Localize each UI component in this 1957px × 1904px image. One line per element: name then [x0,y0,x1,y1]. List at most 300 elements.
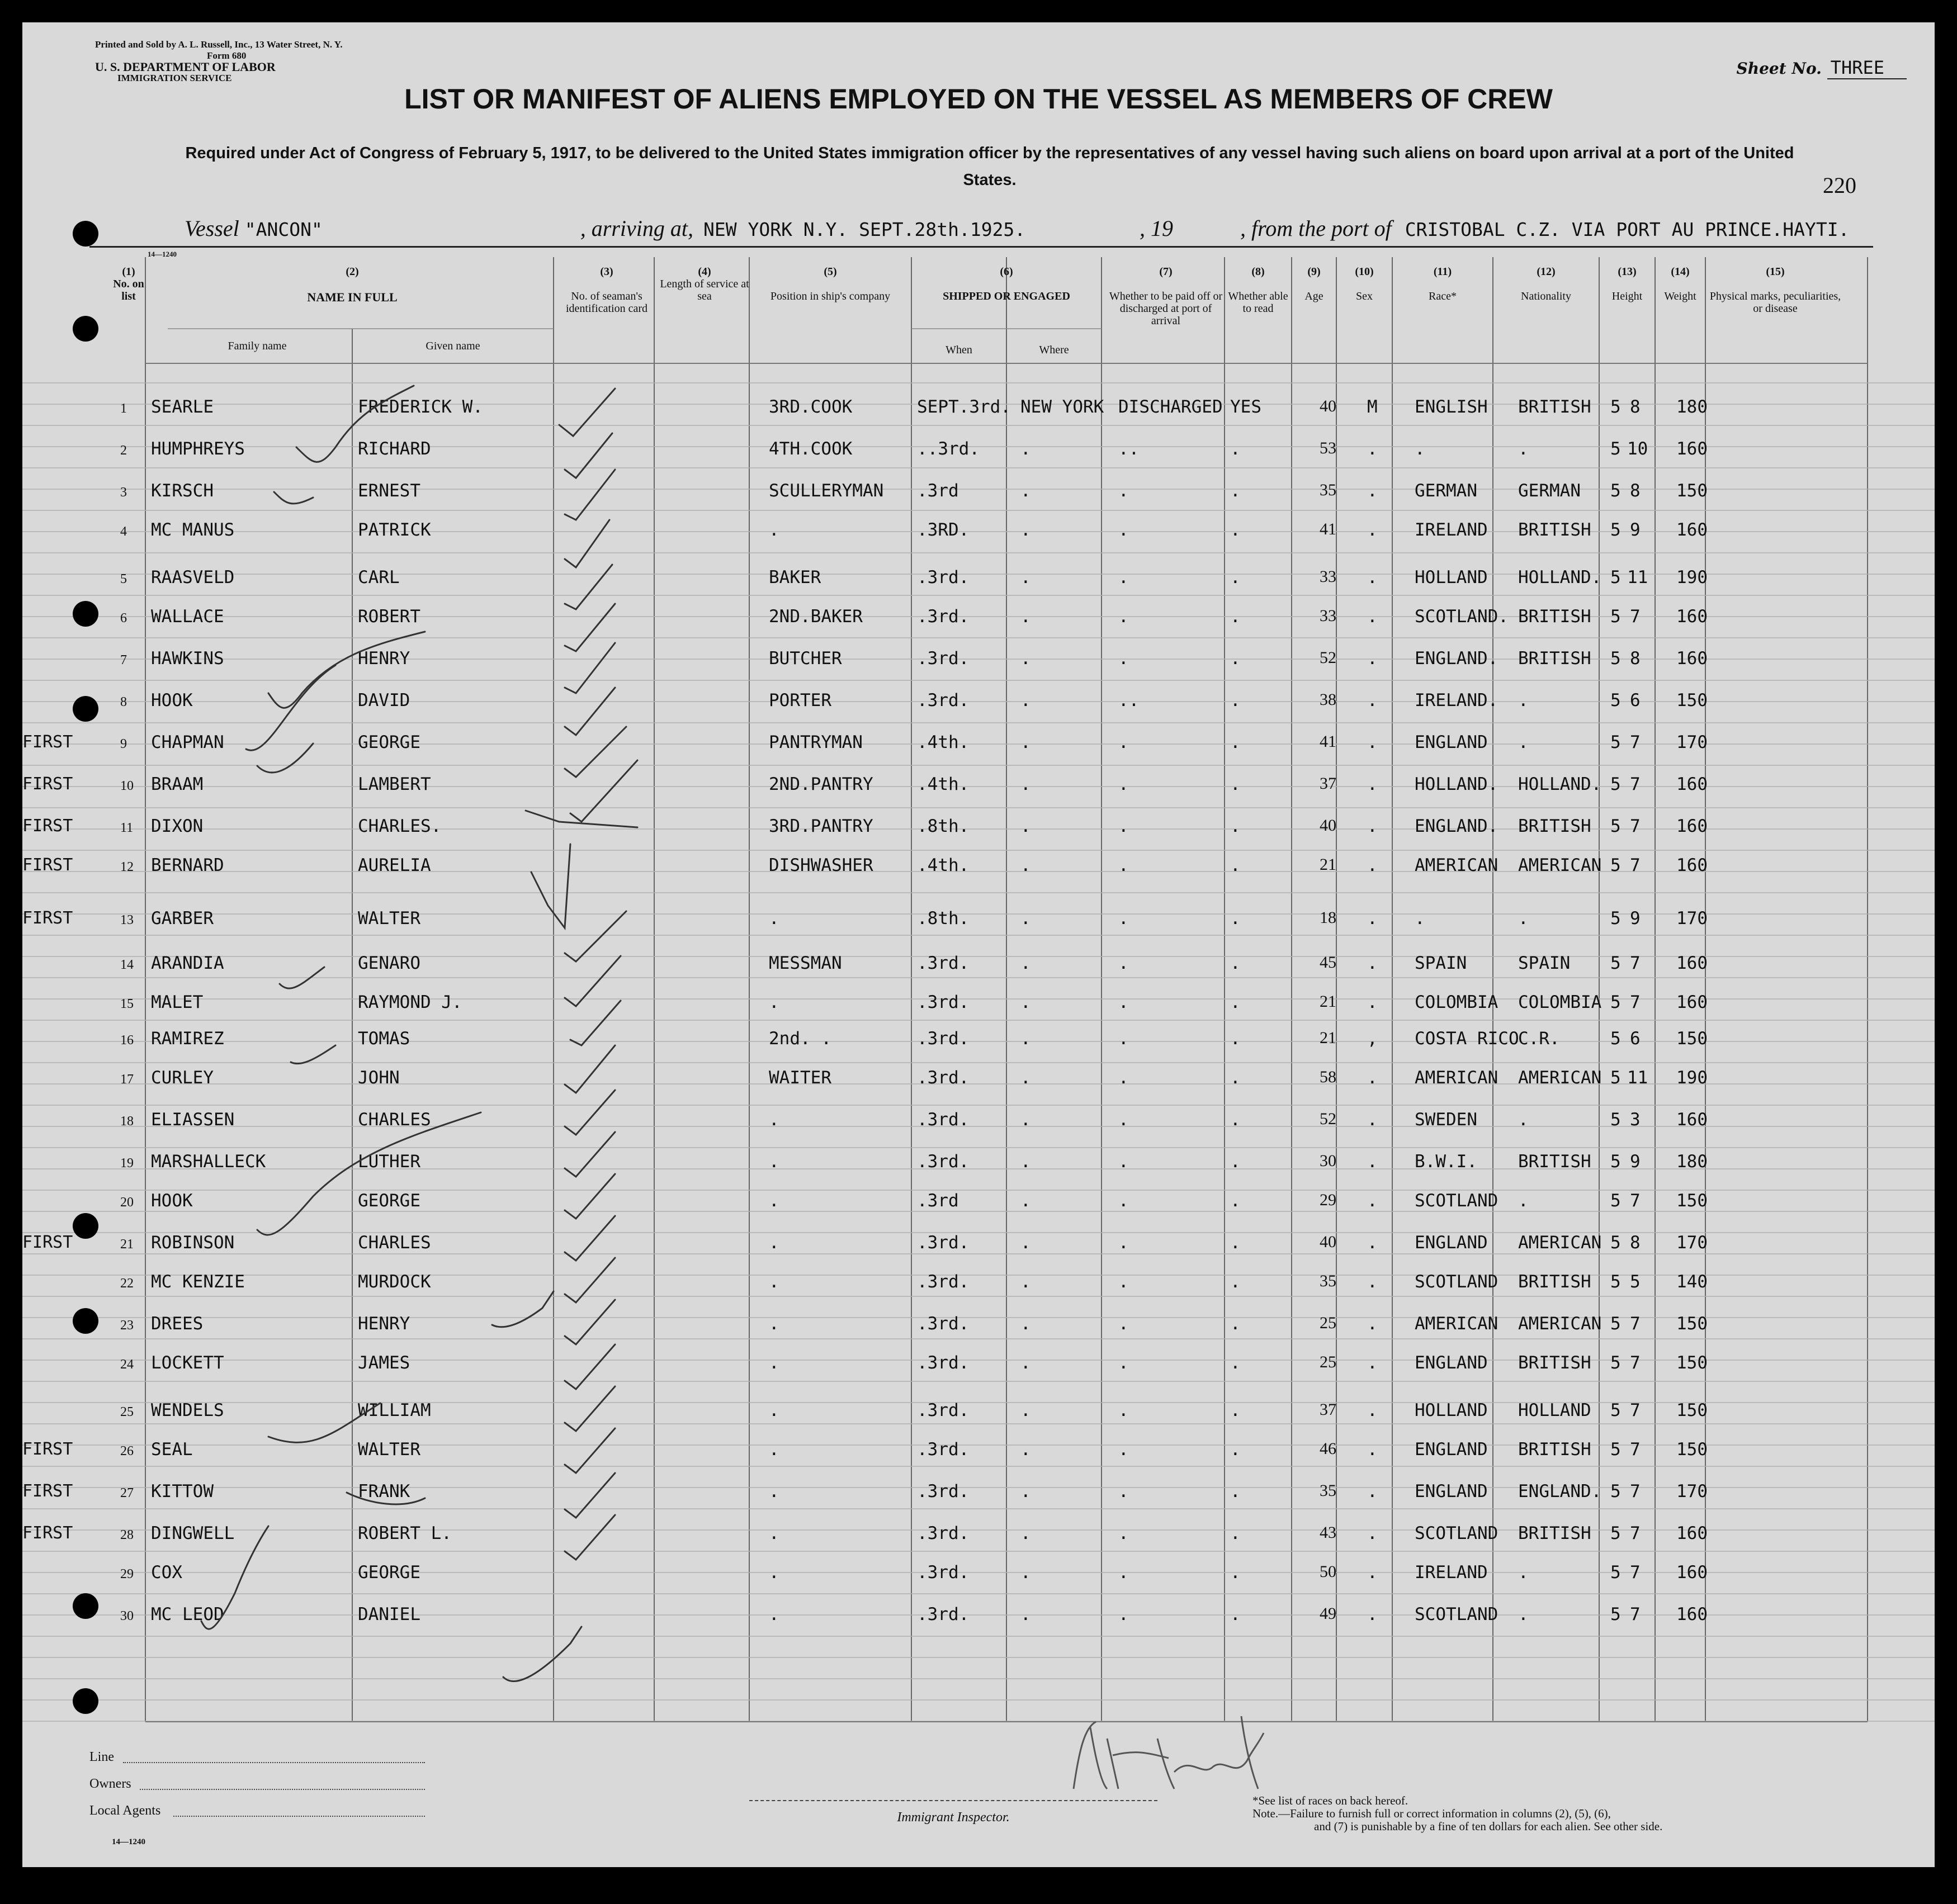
paid-off: DISCHARGED [1118,397,1223,417]
shipped-when: .8th. [917,816,970,836]
age: 40 [1320,1233,1336,1251]
paid-off: . [1118,1152,1129,1172]
age: 18 [1320,908,1336,927]
margin-note: FIRST [22,1481,73,1501]
margin-note: FIRST [22,774,73,794]
position: . [769,1272,779,1292]
from-value: CRISTOBAL C.Z. VIA PORT AU PRINCE.HAYTI. [1405,219,1850,240]
shipped-when: .3rd. [917,992,970,1012]
age: 40 [1320,397,1336,415]
family-name: DINGWELL [151,1523,235,1543]
weight: 150 [1676,1191,1708,1211]
given-name: FRANK [358,1481,410,1502]
nationality: . [1518,1110,1529,1130]
height-inches: 10 [1627,439,1648,459]
paid-off: . [1118,1481,1129,1502]
race: SCOTLAND. [1415,607,1509,627]
family-name: KIRSCH [151,481,214,501]
height-feet: 5 [1610,1562,1621,1583]
sex: . [1367,1353,1378,1373]
height-feet: 5 [1610,1068,1621,1088]
margin-note: FIRST [22,1233,73,1252]
weight: 150 [1676,481,1708,501]
shipped-where: . [1020,732,1031,752]
weight: 160 [1676,439,1708,459]
shipped-when: .3rd. [917,1523,970,1543]
race: ENGLAND. [1415,648,1499,669]
vessel-label: Vessel [185,216,239,241]
nationality: AMERICAN [1518,1233,1602,1253]
family-name: MARSHALLECK [151,1152,266,1172]
row-number: 18 [120,1114,134,1129]
paid-off: . [1118,1562,1129,1583]
race: B.W.I. [1415,1152,1477,1172]
given-name: WALTER [358,1439,420,1460]
paid-off: . [1118,1233,1129,1253]
shipped-where: . [1020,1604,1031,1624]
shipped-when: .3rd [917,481,959,501]
nationality: ENGLAND. [1518,1481,1602,1502]
nationality: . [1518,690,1529,711]
age: 45 [1320,953,1336,972]
position: 4TH.COOK [769,439,853,459]
sex: . [1367,1314,1378,1334]
shipped-where: . [1020,1481,1031,1502]
race: AMERICAN [1415,1068,1499,1088]
col5-number: (5) [824,266,837,278]
row-number: 4 [120,524,127,539]
age: 33 [1320,607,1336,625]
col11-number: (11) [1433,266,1452,278]
position: 2ND.PANTRY [769,774,873,794]
paid-off: . [1118,1523,1129,1543]
given-name: DAVID [358,690,410,711]
nationality: BRITISH [1518,1439,1591,1460]
given-name: CHARLES [358,1233,431,1253]
col7-number: (7) [1159,266,1173,278]
race: ENGLAND [1415,732,1488,752]
nationality: . [1518,1604,1529,1624]
race: ENGLAND [1415,1233,1488,1253]
given-name: FREDERICK W. [358,397,483,417]
sheet-label: Sheet No. [1736,59,1822,78]
height-feet: 5 [1610,855,1621,875]
family-name: CURLEY [151,1068,214,1088]
age: 35 [1320,1481,1336,1500]
family-name: KITTOW [151,1481,214,1502]
able-to-read: . [1230,908,1241,929]
row-number: 11 [120,821,134,835]
row-number: 25 [120,1405,134,1419]
page-number: 220 [1823,173,1856,198]
nationality: BRITISH [1518,397,1591,417]
weight: 170 [1676,732,1708,752]
row-number: 19 [120,1156,134,1171]
line-label: Line [89,1750,114,1764]
row-number: 16 [120,1033,134,1048]
margin-note: FIRST [22,855,73,875]
document-title: LIST OR MANIFEST OF ALIENS EMPLOYED ON THE VESSEL AS MEMBERS OF CREW [404,83,1553,115]
nationality: AMERICAN [1518,855,1602,875]
given-name: GENARO [358,953,420,973]
height-inches: 7 [1630,816,1641,836]
height-feet: 5 [1610,567,1621,588]
row-number: 1 [120,401,127,416]
binder-hole [73,316,98,342]
position: . [769,1314,779,1334]
col6b-header: Where [1039,344,1069,356]
family-name: ELIASSEN [151,1110,235,1130]
margin-note: FIRST [22,908,73,928]
able-to-read: . [1230,1068,1241,1088]
age: 21 [1320,855,1336,874]
row-number: 30 [120,1609,134,1623]
shipped-where: . [1020,520,1031,540]
race: ENGLAND [1415,1353,1488,1373]
paid-off: . [1118,567,1129,588]
row-number: 21 [120,1237,134,1252]
paid-off: . [1118,816,1129,836]
height-feet: 5 [1610,953,1621,973]
shipped-where: . [1020,774,1031,794]
shipped-when: ..3rd. [917,439,980,459]
shipped-when: .3rd. [917,1481,970,1502]
weight: 170 [1676,1481,1708,1502]
shipped-when: .3rd. [917,1110,970,1130]
family-name: HOOK [151,690,193,711]
nationality: BRITISH [1518,816,1591,836]
height-inches: 8 [1630,648,1641,669]
given-name: ERNEST [358,481,420,501]
able-to-read: . [1230,1314,1241,1334]
family-name: HUMPHREYS [151,439,245,459]
sex: . [1367,690,1378,711]
height-feet: 5 [1610,1272,1621,1292]
row-number: 17 [120,1072,134,1087]
binder-hole [73,1593,98,1619]
weight: 160 [1676,1562,1708,1583]
age: 52 [1320,1110,1336,1128]
given-name: DANIEL [358,1604,420,1624]
owners-label: Owners [89,1777,131,1791]
family-name: LOCKETT [151,1353,224,1373]
age: 41 [1320,732,1336,751]
shipped-when: .3rd. [917,1562,970,1583]
nationality: . [1518,1562,1529,1583]
weight: 170 [1676,908,1708,929]
height-feet: 5 [1610,1400,1621,1420]
col4-number: (4) [698,266,711,278]
nationality: COLOMBIA [1518,992,1602,1012]
nationality: . [1518,439,1529,459]
age: 30 [1320,1152,1336,1170]
col6-header: SHIPPED OR ENGAGED [943,290,1070,302]
given-name: RICHARD [358,439,431,459]
height-inches: 3 [1630,1110,1641,1130]
weight: 160 [1676,607,1708,627]
shipped-where: . [1020,1191,1031,1211]
nationality: BRITISH [1518,1272,1591,1292]
paid-off: . [1118,855,1129,875]
height-feet: 5 [1610,520,1621,540]
height-feet: 5 [1610,1439,1621,1460]
race: SWEDEN [1415,1110,1477,1130]
age: 52 [1320,648,1336,667]
race: IRELAND [1415,520,1488,540]
able-to-read: . [1230,1604,1241,1624]
sex: . [1367,648,1378,669]
height-inches: 7 [1630,1562,1641,1583]
sex: . [1367,520,1378,540]
height-feet: 5 [1610,1523,1621,1543]
col14-header: Weight [1664,290,1696,302]
position: . [769,1523,779,1543]
height-feet: 5 [1610,816,1621,836]
height-inches: 7 [1630,732,1641,752]
position: WAITER [769,1068,831,1088]
weight: 190 [1676,567,1708,588]
row-number: 2 [120,443,127,458]
sex: . [1367,774,1378,794]
weight: 180 [1676,397,1708,417]
able-to-read: . [1230,1353,1241,1373]
age: 21 [1320,1029,1336,1047]
col2a-header: Family name [228,340,287,352]
weight: 170 [1676,1233,1708,1253]
able-to-read: . [1230,774,1241,794]
col11-header: Race* [1429,290,1457,302]
position: 2nd. . [769,1029,831,1049]
position: . [769,1400,779,1420]
shipped-when: .3rd. [917,953,970,973]
height-inches: 9 [1630,908,1641,929]
binder-hole [73,221,98,247]
shipped-where: . [1020,1400,1031,1420]
shipped-when: .3rd. [917,1353,970,1373]
nationality: BRITISH [1518,520,1591,540]
weight: 150 [1676,1353,1708,1373]
sex: . [1367,992,1378,1012]
race: . [1415,439,1425,459]
col9-number: (9) [1307,266,1321,278]
race: ENGLISH [1415,397,1488,417]
manifest-sheet [22,22,1935,1867]
position: . [769,520,779,540]
height-feet: 5 [1610,732,1621,752]
nationality: . [1518,1191,1529,1211]
height-inches: 7 [1630,607,1641,627]
race: SCOTLAND [1415,1272,1499,1292]
age: 29 [1320,1191,1336,1209]
height-feet: 5 [1610,1481,1621,1502]
binder-hole [73,1688,98,1714]
height-feet: 5 [1610,481,1621,501]
paid-off: . [1118,992,1129,1012]
race: SCOTLAND [1415,1604,1499,1624]
margin-note: FIRST [22,1523,73,1543]
able-to-read: YES [1230,397,1261,417]
line-field [123,1762,425,1763]
shipped-when: .4th. [917,855,970,875]
age: 43 [1320,1523,1336,1542]
nationality: C.R. [1518,1029,1560,1049]
height-inches: 11 [1627,1068,1648,1088]
sex: . [1367,1562,1378,1583]
shipped-where: . [1020,1233,1031,1253]
shipped-where: . [1020,855,1031,875]
shipped-when: .3RD. [917,520,970,540]
given-name: CARL [358,567,400,588]
age: 50 [1320,1562,1336,1581]
weight: 160 [1676,648,1708,669]
paid-off: . [1118,1604,1129,1624]
height-inches: 9 [1630,520,1641,540]
weight: 160 [1676,520,1708,540]
col9-header: Age [1304,290,1323,302]
given-name: AURELIA [358,855,431,875]
form-code-bottom: 14—1240 [112,1837,145,1846]
paid-off: . [1118,953,1129,973]
family-name: SEAL [151,1439,193,1460]
given-name: HENRY [358,1314,410,1334]
age: 35 [1320,481,1336,499]
row-number: 20 [120,1195,134,1210]
given-name: LAMBERT [358,774,431,794]
shipped-when: .3rd. [917,1068,970,1088]
sex: . [1367,607,1378,627]
given-name: CHARLES [358,1110,431,1130]
family-name: BERNARD [151,855,224,875]
inspector-signature [1057,1705,1292,1806]
paid-off: . [1118,520,1129,540]
position: . [769,1233,779,1253]
nationality: HOLLAND. [1518,774,1602,794]
printer-line: Printed and Sold by A. L. Russell, Inc., 13 Water Street, N. Y. [95,39,343,50]
nationality: HOLLAND [1518,1400,1591,1420]
given-name: JOHN [358,1068,400,1088]
given-name: ROBERT [358,607,420,627]
height-inches: 5 [1630,1272,1641,1292]
shipped-when: .3rd. [917,1314,970,1334]
given-name: MURDOCK [358,1272,431,1292]
col8-number: (8) [1251,266,1265,278]
given-name: GEORGE [358,732,420,752]
nationality: . [1518,908,1529,929]
able-to-read: . [1230,1110,1241,1130]
row-number: 6 [120,611,127,626]
race: HOLLAND. [1415,774,1499,794]
family-name: RAASVELD [151,567,235,588]
weight: 160 [1676,1604,1708,1624]
footnote-note: Note.—Failure to furnish full or correct information in columns (2), (5), (6), [1252,1807,1611,1820]
family-name: SEARLE [151,397,214,417]
row-number: 28 [120,1528,134,1542]
height-inches: 7 [1630,1481,1641,1502]
row-number: 13 [120,913,134,927]
age: 40 [1320,816,1336,835]
col1-number: (1) [122,266,135,278]
shipped-where: . [1020,567,1031,588]
height-feet: 5 [1610,992,1621,1012]
agents-label: Local Agents [89,1803,161,1818]
row-number: 10 [120,779,134,793]
weight: 160 [1676,1110,1708,1130]
position: . [769,1562,779,1583]
height-inches: 7 [1630,1523,1641,1543]
height-inches: 7 [1630,1604,1641,1624]
shipped-when: .4th. [917,732,970,752]
sex: M [1367,397,1378,417]
height-inches: 7 [1630,855,1641,875]
race: COLOMBIA [1415,992,1499,1012]
race: AMERICAN [1415,1314,1499,1334]
age: 25 [1320,1353,1336,1371]
sex: . [1367,732,1378,752]
nationality: BRITISH [1518,1152,1591,1172]
col15-number: (15) [1766,266,1785,278]
able-to-read: . [1230,1481,1241,1502]
height-feet: 5 [1610,397,1621,417]
family-name: MC KENZIE [151,1272,245,1292]
position: BAKER [769,567,821,588]
shipped-when: .3rd. [917,1233,970,1253]
arriving-label: , arriving at, [580,216,693,241]
able-to-read: . [1230,648,1241,669]
row-number: 8 [120,695,127,709]
weight: 160 [1676,992,1708,1012]
inspector-label: Immigrant Inspector. [897,1810,1010,1825]
height-inches: 7 [1630,774,1641,794]
position: . [769,992,779,1012]
family-name: MC LEOD [151,1604,224,1624]
position: 3RD.COOK [769,397,853,417]
nationality: BRITISH [1518,648,1591,669]
paid-off: . [1118,1029,1129,1049]
able-to-read: . [1230,816,1241,836]
col2-number: (2) [346,266,359,278]
height-feet: 5 [1610,607,1621,627]
row-number: 15 [120,997,134,1011]
nationality: SPAIN [1518,953,1571,973]
able-to-read: . [1230,1272,1241,1292]
paid-off: .. [1118,690,1140,711]
nationality: GERMAN [1518,481,1581,501]
height-feet: 5 [1610,908,1621,929]
position: . [769,1152,779,1172]
row-number: 5 [120,572,127,586]
family-name: WALLACE [151,607,224,627]
nationality: BRITISH [1518,1523,1591,1543]
footnote-fine: and (7) is punishable by a fine of ten dollars for each alien. See other side. [1314,1820,1663,1833]
family-name: MC MANUS [151,520,235,540]
footnote-races: *See list of races on back hereof. [1252,1794,1408,1807]
able-to-read: . [1230,567,1241,588]
shipped-when: .3rd. [917,1439,970,1460]
department: U. S. DEPARTMENT OF LABOR [95,60,276,74]
race: AMERICAN [1415,855,1499,875]
weight: 150 [1676,1029,1708,1049]
shipped-when: .3rd. [917,1272,970,1292]
position: 3RD.PANTRY [769,816,873,836]
sex: . [1367,1604,1378,1624]
margin-note: FIRST [22,732,73,752]
sex: . [1367,953,1378,973]
weight: 160 [1676,953,1708,973]
age: 37 [1320,1400,1336,1419]
height-feet: 5 [1610,1152,1621,1172]
given-name: HENRY [358,648,410,669]
row-number: 27 [120,1486,134,1500]
